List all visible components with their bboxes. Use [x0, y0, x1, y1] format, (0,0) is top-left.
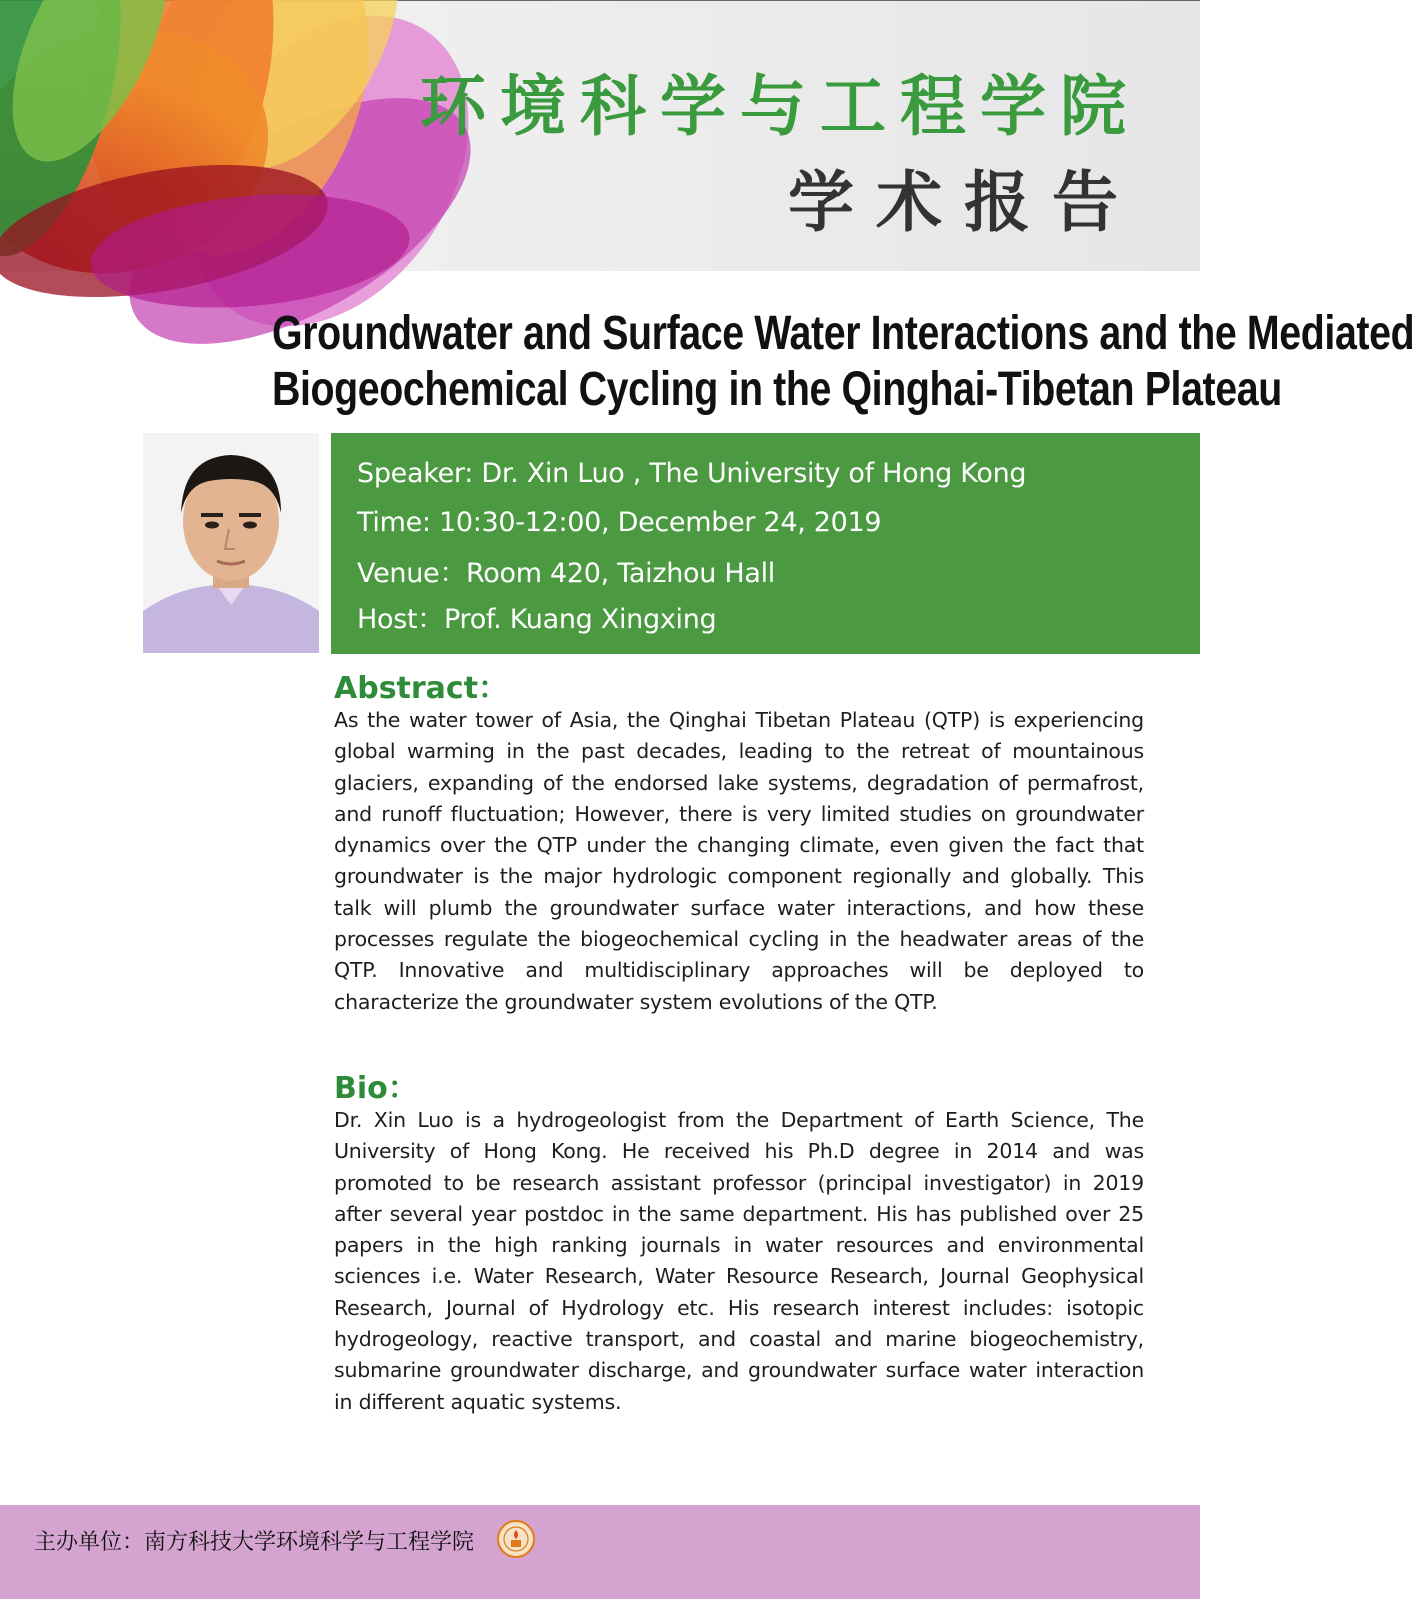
talk-title-line-1: Groundwater and Surface Water Interactions and the Mediated [272, 307, 1414, 360]
header-banner [0, 0, 1200, 271]
talk-info-box [331, 433, 1200, 654]
bio-heading: Bio： [334, 1071, 418, 1106]
academic-report-subtitle: 学术报告 [788, 163, 1140, 241]
speaker-portrait-image [143, 433, 319, 653]
host-info: Host：Prof. Kuang Xingxing [357, 604, 717, 635]
footer-bar [0, 1505, 1200, 1599]
speaker-photo [143, 433, 319, 653]
flower-petals-graphic [0, 1, 430, 271]
bio-text: Dr. Xin Luo is a hydrogeologist from the Department of Earth Science, The University of Hong Kong. He received his Ph.D degree in 2014 and was promoted to be research assistant professor (principal investigator) in 2019 after several year postdoc in the same department. His has published over 25 papers in the high ranking journals in water resources and environmental sciences i.e. Water Research, Water Resource Research, Journal Geophysical Research, Journal of Hydrology etc. His research interest includes: isotopic hydrogeology, reactive transport, and coastal and marine biogeochemistry, submarine groundwater discharge, and groundwater surface water interaction in different aquatic systems. [334, 1108, 1144, 1414]
venue-info: Venue：Room 420, Taizhou Hall [357, 558, 776, 589]
talk-title-line-2: Biogeochemical Cycling in the Qinghai-Tibetan Plateau [272, 363, 1282, 416]
talk-title [272, 306, 1414, 418]
time-info: Time: 10:30-12:00, December 24, 2019 [357, 507, 882, 538]
abstract-text: As the water tower of Asia, the Qinghai Tibetan Plateau (QTP) is experiencing global warming in the past decades, leading to the retreat of mountainous glaciers, expanding of the endorsed lake systems, degradation of permafrost, and runoff fluctuation; However, there is very limited studies on groundwater dynamics over the QTP under the changing climate, even given the fact that groundwater is the major hydrologic component regionally and globally. This talk will plumb the groundwater surface water interactions, and how these processes regulate the biogeochemical cycling in the headwater areas of the QTP. Innovative and multidisciplinary approaches will be deployed to characterize the groundwater system evolutions of the QTP. [334, 708, 1144, 1014]
organizer-text: 主办单位：南方科技大学环境科学与工程学院 [34, 1530, 475, 1555]
abstract-heading: Abstract： [334, 671, 509, 706]
university-seal-icon [496, 1519, 536, 1559]
speaker-info: Speaker: Dr. Xin Luo , The University of Hong Kong [357, 458, 1027, 489]
school-name-title: 环境科学与工程学院 [420, 67, 1140, 145]
